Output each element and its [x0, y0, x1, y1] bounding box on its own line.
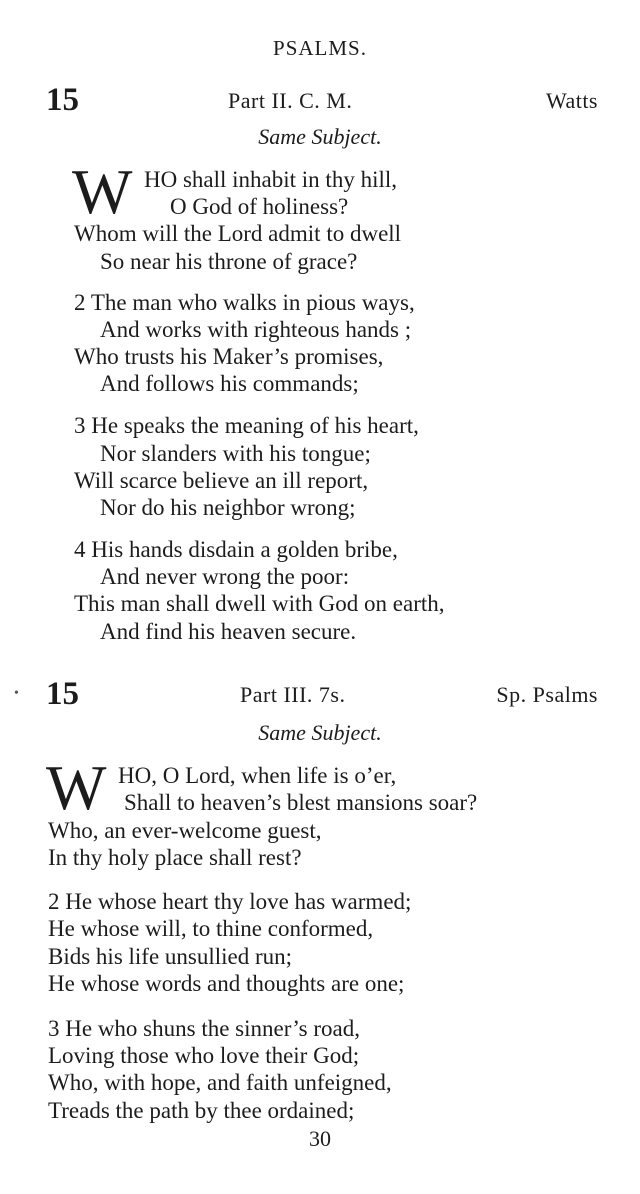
- hymn1-line: And find his heaven secure.: [100, 619, 357, 644]
- hymn1-line: Nor slanders with his tongue;: [100, 441, 371, 466]
- hymn2-line: Loving those who love their God;: [48, 1043, 360, 1068]
- hymn2-line: Bids his life unsullied run;: [48, 944, 293, 969]
- hymn1-line: And follows his commands;: [100, 371, 359, 396]
- hymn1-line: So near his throne of grace?: [100, 249, 358, 274]
- hymn1-line: 3 He speaks the meaning of his heart,: [74, 413, 419, 438]
- hymn1-first-line: HO shall inhabit in thy hill,: [144, 167, 397, 192]
- hymn2-line: Shall to heaven’s blest mansions soar?: [124, 790, 478, 815]
- hymn2-line: Who, an ever-welcome guest,: [48, 818, 322, 843]
- stray-dot: •: [14, 686, 19, 701]
- hymn1-line: Will scarce believe an ill report,: [74, 468, 369, 493]
- hymn2-line: He whose words and thoughts are one;: [48, 971, 405, 996]
- hymn2-line: He whose will, to thine conformed,: [48, 916, 374, 941]
- hymn1-line: Nor do his neighbor wrong;: [100, 495, 356, 520]
- hymn1-drop-cap: W: [72, 156, 133, 227]
- hymn1-number: 15: [46, 82, 79, 118]
- hymn2-line: 2 He whose heart thy love has warmed;: [48, 889, 412, 914]
- hymn2-line: In thy holy place shall rest?: [48, 845, 302, 870]
- running-head: PSALMS.: [273, 36, 367, 60]
- hymn1-header: [0, 82, 640, 122]
- hymn2-line: Who, with hope, and faith unfeigned,: [48, 1070, 392, 1095]
- hymn1-line: And works with righteous hands ;: [100, 317, 412, 342]
- hymn1-part-meter: Part II. C. M.: [228, 88, 353, 113]
- hymn2-first-line: HO, O Lord, when life is o’er,: [118, 763, 397, 788]
- hymn2-line: Treads the path by thee ordained;: [48, 1098, 355, 1123]
- hymn2-line: 3 He who shuns the sinner’s road,: [48, 1016, 360, 1041]
- hymn1-line: 4 His hands disdain a golden bribe,: [74, 537, 398, 562]
- hymn1-line: And never wrong the poor:: [100, 564, 350, 589]
- hymn1-line: 2 The man who walks in pious ways,: [74, 290, 415, 315]
- hymn1-line: O God of holiness?: [170, 194, 349, 219]
- hymn2-number: 15: [46, 676, 79, 712]
- hymn1-line: Whom will the Lord admit to dwell: [74, 221, 402, 246]
- hymn1-line: Who trusts his Maker’s promises,: [74, 344, 384, 369]
- hymn2-subject: Same Subject.: [258, 720, 382, 745]
- page-number: 30: [309, 1126, 331, 1151]
- hymn2-author: Sp. Psalms: [496, 682, 598, 707]
- hymn1-line: This man shall dwell with God on earth,: [74, 591, 445, 616]
- hymn2-header: [0, 676, 640, 716]
- hymn2-drop-cap: W: [46, 752, 107, 823]
- hymn1-author: Watts: [545, 88, 598, 113]
- hymn2-part-meter: Part III. 7s.: [240, 682, 346, 707]
- hymn1-subject: Same Subject.: [258, 124, 382, 149]
